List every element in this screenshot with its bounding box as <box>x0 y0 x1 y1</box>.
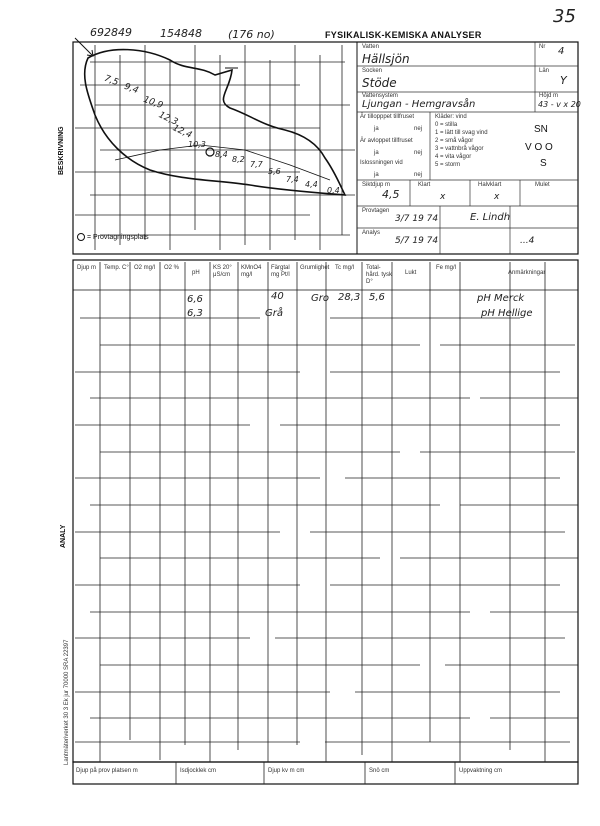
depth-label: 8,4 <box>215 150 228 159</box>
overcast-label: Mulet <box>535 182 550 188</box>
col-header: Tc mg/l <box>335 265 355 271</box>
depth-label: 7,5 <box>102 73 120 89</box>
footer-ice-thickness: Isdjocklek cm <box>180 768 217 774</box>
wind-scale-item: 4 = vita vågor <box>435 154 472 160</box>
col-header: Färgtal mg Pt/l <box>271 265 290 278</box>
height-label: Höjd m <box>539 93 559 99</box>
outflow-yes: ja <box>374 150 379 156</box>
depth-label: 5,6 <box>268 167 281 176</box>
ice-no: nej <box>414 172 423 178</box>
depth-label: 8,2 <box>232 155 245 164</box>
inflow-frozen-label: Är tillopppet tillfruset <box>360 114 415 120</box>
number-value: 4 <box>558 46 565 57</box>
cell-fargtal: Grå <box>265 308 283 319</box>
parish-value: Stöde <box>362 76 397 90</box>
water-system-label: Vattensystem <box>362 93 398 99</box>
analysis-by: ...4 <box>520 236 535 246</box>
analysis-date: 5/7 19 74 <box>395 236 439 246</box>
clear-label: Klart <box>418 182 431 188</box>
clear-mark: x <box>440 192 446 202</box>
water-value: Hällsjön <box>362 52 410 66</box>
footer-depth: Djup på prov platsen m <box>76 768 138 774</box>
compass-north: SN <box>534 124 548 135</box>
sampling-point-marker <box>206 148 214 156</box>
lake-outline <box>85 50 345 195</box>
wind-scale-item: 0 = stilla <box>435 122 458 128</box>
wind-scale-item: 1 = lätt till svag vind <box>435 130 488 136</box>
cell-grumlighet: 28,3 <box>338 292 361 303</box>
depth-label: 12,4 <box>170 123 194 141</box>
footer-depth-kv: Djup kv m cm <box>268 768 305 774</box>
description-label: BESKRIVNING <box>58 126 65 175</box>
county-label: Län <box>539 68 550 74</box>
cell-fargtal: Gro <box>311 293 329 304</box>
cell-total-hardness: 5,6 <box>369 292 385 303</box>
ice-label: Islossningen vid <box>360 160 403 166</box>
col-header: Temp. C° <box>104 265 129 271</box>
col-header: Lukt <box>405 270 417 276</box>
depth-label: 7,7 <box>250 160 263 169</box>
wind-scale-item: 5 = storm <box>435 162 461 168</box>
wind-header: Kläder: vind <box>435 114 467 120</box>
half-clear-mark: x <box>494 192 500 202</box>
depth-label: 10,9 <box>141 94 165 112</box>
col-header: KMnO4 mg/l <box>241 265 262 278</box>
number-label: Nr <box>539 44 546 50</box>
col-header: Fe mg/l <box>436 265 457 271</box>
parish-label: Socken <box>362 68 383 74</box>
secchi-value: 4,5 <box>382 188 400 201</box>
coordinate-north: 692849 <box>90 26 132 39</box>
sampled-label: Provtagen <box>362 208 390 214</box>
col-header: Anmärkningar <box>508 270 546 276</box>
sampled-date: 3/7 19 74 <box>395 214 439 224</box>
county-value: Y <box>560 74 567 87</box>
sampled-by: E. Lindh <box>470 212 511 223</box>
cell-kmno4: 40 <box>271 291 284 302</box>
col-header: O2 % <box>164 265 180 271</box>
depth-label: 4,4 <box>305 180 318 189</box>
coordinate-note: (176 no) <box>228 28 275 41</box>
col-header: O2 mg/l <box>134 265 156 271</box>
coordinate-east: 154848 <box>160 27 202 40</box>
inflow-yes: ja <box>374 126 379 132</box>
analysis-date-label: Analys <box>362 230 381 236</box>
col-header: Total-hård. tysk D° <box>366 265 393 285</box>
form-title: FYSIKALISK-KEMISKA ANALYSER <box>325 30 482 40</box>
depth-label: 7,4 <box>286 175 299 184</box>
printer-note: Lantmäteriverket 30 3 Ek jur 70000 SRA 22397 <box>64 639 70 765</box>
footer-snow: Snö cm <box>369 768 390 774</box>
half-clear-label: Halvklart <box>478 182 502 188</box>
water-system-value: Ljungan - Hemgravsån <box>362 99 476 110</box>
wind-scale-item: 2 = små vågor <box>435 138 474 144</box>
water-label: Vatten <box>362 44 379 50</box>
outflow-no: nej <box>414 150 423 156</box>
ice-yes: ja <box>374 172 379 178</box>
cell-ph: 6,3 <box>187 308 203 319</box>
col-header: Grumlighet <box>300 265 330 271</box>
height-value: 43 - v x 20 <box>538 100 581 109</box>
outflow-frozen-label: Är avloppet tillfruset <box>360 138 413 144</box>
cell-remark: pH Hellige <box>481 308 533 319</box>
cell-remark: pH Merck <box>477 293 525 304</box>
col-header: KS 20° μS/cm <box>213 265 232 278</box>
inflow-no: nej <box>414 126 423 132</box>
depth-label: 9,4 <box>122 81 140 97</box>
footer-upwelling: Uppvaktning cm <box>459 768 503 774</box>
analysis-label: ANALY <box>60 524 67 548</box>
col-header: pH <box>192 270 200 276</box>
col-header: Djup m <box>77 265 97 271</box>
wind-scale-item: 3 = vattnbrå vågor <box>435 146 484 152</box>
depth-label: 10,3 <box>188 140 206 149</box>
depth-label: 0,4 <box>327 186 340 195</box>
compass-middle: V O O <box>525 142 553 153</box>
depth-label: 12,3 <box>156 110 180 128</box>
cell-ph: 6,6 <box>187 294 203 305</box>
compass-south: S <box>540 158 547 169</box>
secchi-label: Siktdjup m <box>362 182 391 188</box>
map-legend: = Provtagningsplats <box>87 234 149 241</box>
page-number: 35 <box>553 6 576 27</box>
